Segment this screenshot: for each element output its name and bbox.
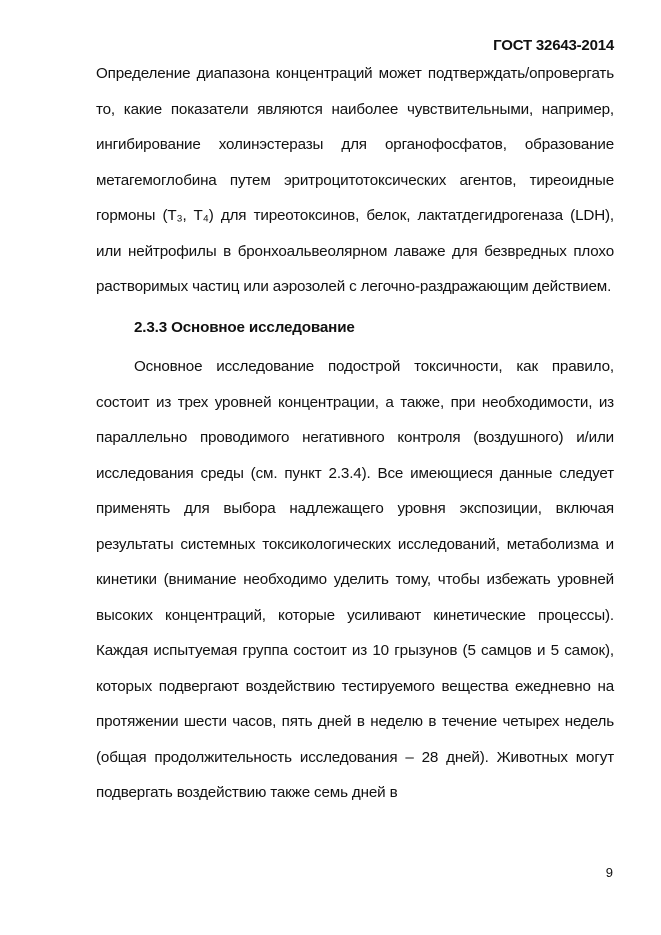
paragraph-main-study: Основное исследование подострой токсичности, как правило, состоит из трех уровней концентрации, а также, при необходимости, из параллельно проводимого негативного контроля (воздушного) и/или исследования среды (см. пункт 2.3.4). Все имеющиеся данные следует применять для выбора надлежащего уровня экспозиции, включая результаты системных токсикологических исследований, метаболизма и кинетики (внимание необходимо уделить тому, чтобы избежать уровней высоких концентраций, которые усиливают кинетические процессы). Каждая испытуемая группа состоит из 10 грызунов (5 самцов и 5 самок), которых подвергают воздействию тестируемого вещества ежедневно на протяжении шести часов, пять дней в неделю в течение четырех недель (общая продолжительность исследования – 28 дней). Животных могут подвергать воздействию также семь дней в bbox=[96, 358, 614, 801]
page-number: 9 bbox=[605, 865, 613, 880]
section-heading: 2.3.3 Основное исследование bbox=[134, 318, 355, 336]
paragraph-range-finding: Определение диапазона концентраций может подтверждать/опровергать то, какие показатели являются наиболее чувствительными, например, ингибирование холинэстеразы для органофосфатов, образование метагемоглобина путем эритроцитотоксических агентов, тиреоидные гормоны (T₃, T₄) для тиреотоксинов, белок, лактатдегидрогеназа (LDH), или нейтрофилы в бронхоальвеолярном лаваже для безвредных плохо растворимых частиц или аэрозолей с легочно-раздражающим действием. bbox=[96, 65, 614, 295]
document-body bbox=[96, 56, 614, 811]
document-code-header: ГОСТ 32643-2014 bbox=[493, 37, 614, 54]
